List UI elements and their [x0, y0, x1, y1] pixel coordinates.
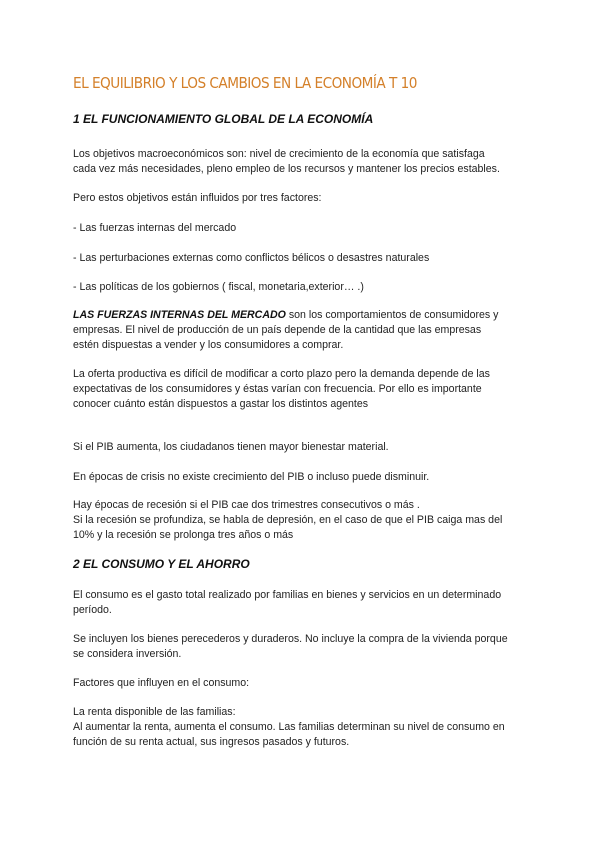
- text-line: La oferta productiva es difícil de modificar a corto plazo pero la demanda depende de las: [73, 368, 490, 380]
- paragraph-crisis: [73, 470, 533, 485]
- text-line: - Las perturbaciones externas como conflictos bélicos o desastres naturales: [73, 252, 430, 264]
- paragraph-market-forces: [73, 308, 533, 353]
- text-line: estén dispuestas a vender y los consumidores a comprar.: [73, 339, 344, 351]
- text-line: Si la recesión se profundiza, se habla de depresión, en el caso de que el PIB caiga mas del: [73, 514, 503, 526]
- text-line: - Las políticas de los gobiernos ( fiscal, monetaria,exterior… .): [73, 281, 364, 293]
- text-line: Los objetivos macroeconómicos son: nivel de crecimiento de la economía que satisfaga: [73, 148, 485, 160]
- list-item-factor-3: [73, 280, 533, 295]
- text-line: Se incluyen los bienes perecederos y duraderos. No incluye la compra de la vivienda porque: [73, 633, 508, 645]
- text-line: - Las fuerzas internas del mercado: [73, 222, 237, 234]
- text-line: [73, 308, 533, 323]
- paragraph-objectives: [73, 147, 533, 177]
- text-line: 10% y la recesión se prolonga tres años o más: [73, 529, 294, 541]
- text-line: empresas. El nivel de producción de un país depende de la cantidad que las empresas: [73, 324, 482, 336]
- paragraph-factors-intro: [73, 191, 533, 206]
- text-line: En épocas de crisis no existe crecimiento del PIB o incluso puede disminuir.: [73, 471, 430, 483]
- paragraph-consumption-factors: [73, 676, 533, 691]
- text-line: El consumo es el gasto total realizado por familias en bienes y servicios en un determinado: [73, 589, 502, 601]
- text-fragment: son los comportamientos de consumidores y: [285, 309, 499, 321]
- text-line: Factores que influyen en el consumo:: [73, 677, 250, 689]
- text-line: función de su renta actual, sus ingresos pasados y futuros.: [73, 736, 350, 748]
- paragraph-pib-increase: [73, 440, 533, 455]
- paragraph-disposable-income: [73, 705, 533, 750]
- text-line: expectativas de los consumidores y éstas varían con frecuencia. Por ello es importante: [73, 383, 482, 395]
- text-line: La renta disponible de las familias:: [73, 706, 236, 718]
- text-line: Pero estos objetivos están influidos por tres factores:: [73, 192, 322, 204]
- emphasis-market-forces: LAS FUERZAS INTERNAS DEL MERCADO: [73, 309, 286, 321]
- paragraph-goods-included: [73, 632, 533, 662]
- document-title: EL EQUILIBRIO Y LOS CAMBIOS EN LA ECONOMÍA T 10: [73, 74, 417, 92]
- paragraph-supply-demand: [73, 367, 533, 412]
- text-line: conocer cuánto están dispuestos a gastar los distintos agentes: [73, 398, 369, 410]
- text-line: Al aumentar la renta, aumenta el consumo. Las familias determinan su nivel de consumo en: [73, 721, 505, 733]
- list-item-factor-2: [73, 251, 533, 266]
- text-line: cada vez más necesidades, pleno empleo de los recursos y mantener los precios estables.: [73, 163, 500, 175]
- text-line: Si el PIB aumenta, los ciudadanos tienen mayor bienestar material.: [73, 441, 389, 453]
- paragraph-recession: [73, 498, 533, 543]
- section-2-heading: 2 EL CONSUMO Y EL AHORRO: [73, 557, 250, 571]
- text-line: se considera inversión.: [73, 648, 182, 660]
- text-line: Hay épocas de recesión si el PIB cae dos trimestres consecutivos o más .: [73, 499, 420, 511]
- text-line: período.: [73, 604, 112, 616]
- paragraph-consumption-definition: [73, 588, 533, 618]
- list-item-factor-1: [73, 221, 533, 236]
- section-1-heading: 1 EL FUNCIONAMIENTO GLOBAL DE LA ECONOMÍA: [73, 112, 374, 126]
